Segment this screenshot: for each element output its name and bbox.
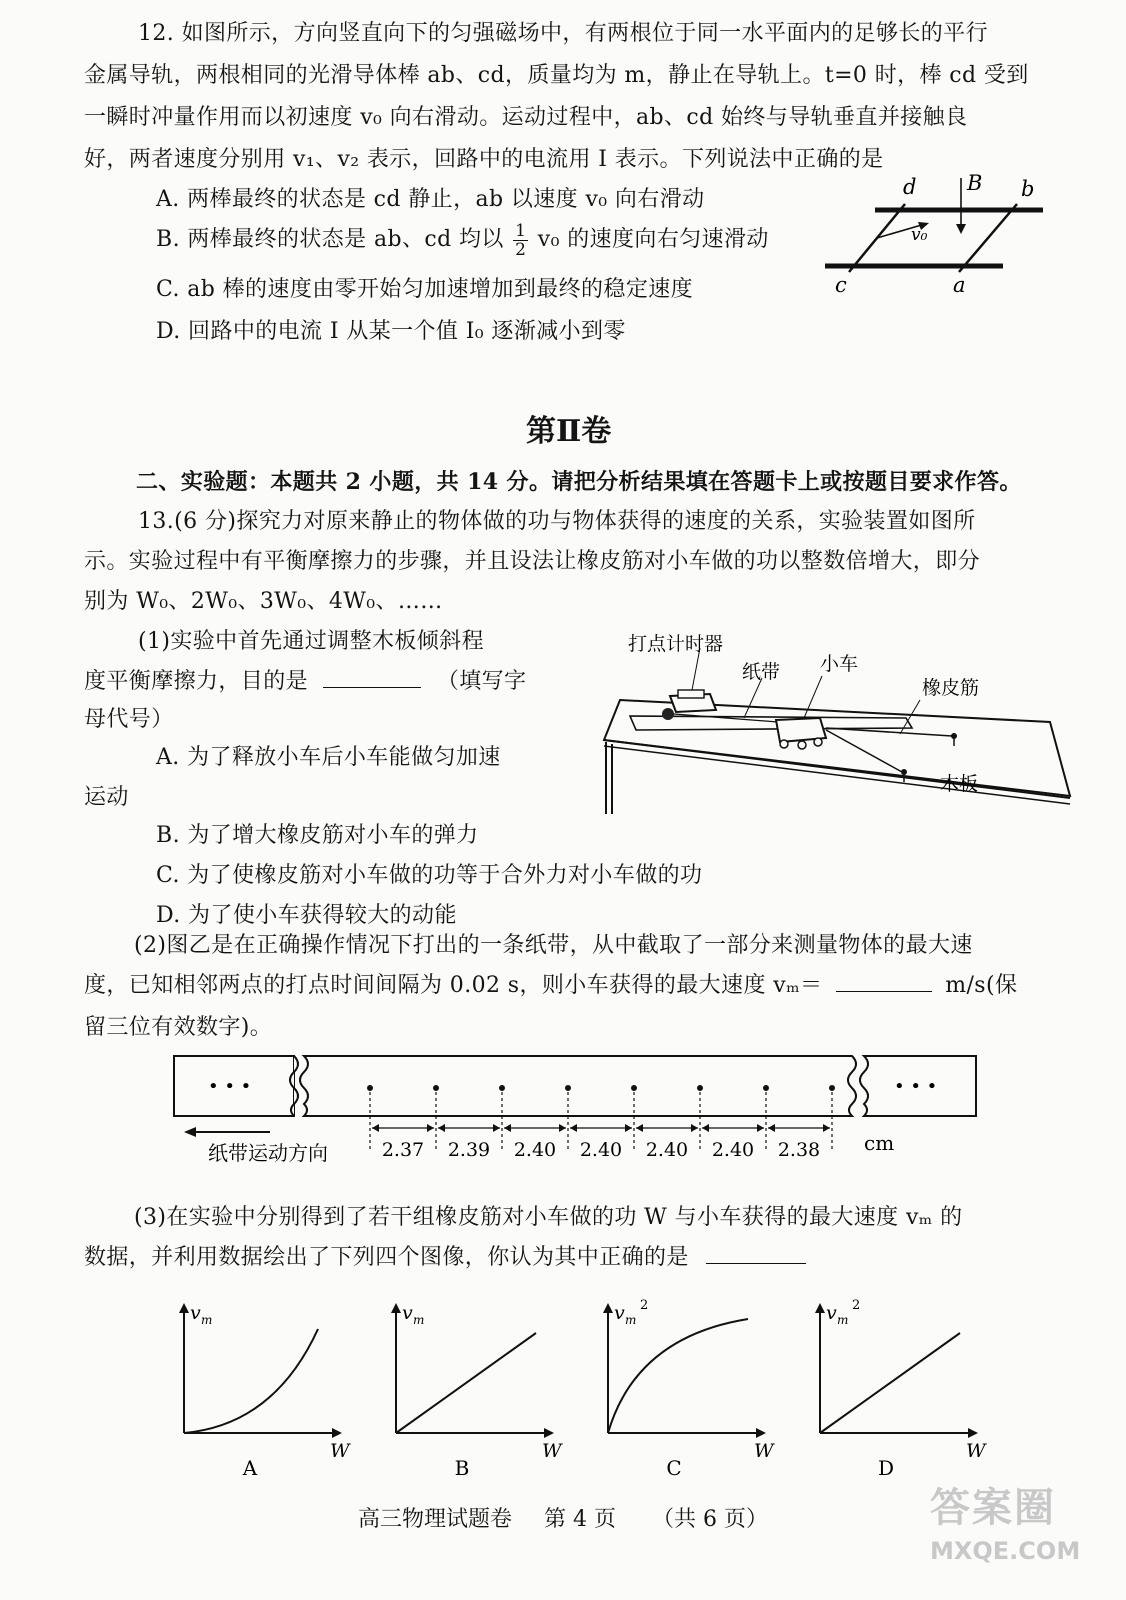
graph-y-arrowhead [603,1303,613,1313]
spacing-label: 2.37 [381,1139,425,1161]
tape-middle-piece [300,1056,856,1116]
q12-option-d: D. 回路中的电流 I 从某一个值 I₀ 逐渐减小到零 [156,319,626,344]
spacing-arrowhead [438,1124,445,1132]
graph-y-superscript: 2 [640,1298,649,1313]
label-timer: 打点计时器 [628,633,724,655]
label-band: 橡皮筋 [922,677,980,699]
magnetic-field-arrowhead [956,224,966,234]
spacing-label: 2.38 [777,1139,821,1161]
tape-unit-label: cm [864,1131,895,1155]
footer-page: 第 4 页 [544,1507,616,1532]
q13-part2-line-3: 留三位有效数字)。 [84,1015,273,1040]
tape-left-ellipsis: • • • [208,1076,252,1097]
spacing-arrowhead [768,1124,775,1132]
label-b: b [1021,177,1035,201]
graph-y-label: v [826,1302,837,1324]
q13-stem-line-1: 13.(6 分)探究力对原来静止的物体做的功与物体获得的速度的关系，实验装置如图所 [138,509,976,534]
footer-title: 高三物理试题卷 [358,1507,513,1532]
q12-option-a: A. 两棒最终的状态是 cd 静止，ab 以速度 v₀ 向右滑动 [156,187,705,212]
answer-blank-3[interactable] [706,1241,806,1264]
graph-y-subscript: m [625,1313,637,1327]
tape-dot [565,1085,571,1091]
q13-option-a-line-2: 运动 [84,785,129,810]
fraction-numerator: 1 [515,220,527,241]
tape-dot [367,1085,373,1091]
graph-x-arrowhead [756,1428,766,1438]
label-tape: 纸带 [742,661,781,683]
answer-blank-1[interactable] [323,665,421,688]
q12-option-b [156,220,769,260]
graph-curve [184,1329,318,1433]
q13-part3-line-2 [84,1238,806,1278]
spacing-label: 2.40 [579,1139,623,1161]
q12-stem-line-3: 一瞬时冲量作用而以初速度 v₀ 向右滑动。运动过程中，ab、cd 始终与导轨垂直并接触良 [84,105,968,130]
graph-y-label: v [190,1302,201,1324]
watermark-logo: 答案圈 MXQE.COM [930,1485,1081,1565]
spacing-arrowhead [427,1124,434,1132]
direction-arrowhead [184,1127,196,1137]
tape-dot [433,1085,439,1091]
spacing-label: 2.40 [711,1139,755,1161]
cart-wheel-2 [798,741,806,749]
q13-part1-line-3: 母代号） [84,707,174,732]
q12-stem-line-2: 金属导轨，两根相同的光滑导体棒 ab、cd，质量均为 m，静止在导轨上。t=0 时，棒 cd 受到 [84,63,1029,88]
spacing-arrowhead [493,1124,500,1132]
graph-x-arrowhead [968,1428,978,1438]
graph-option-label: C [666,1456,682,1480]
rod-ab [959,204,1017,272]
fraction-denominator: 2 [515,239,527,260]
q12-option-c: C. ab 棒的速度由零开始匀加速增加到最终的稳定速度 [156,277,694,302]
tape-spool [662,708,674,720]
cart-wheel-1 [780,740,788,748]
q13-option-d: D. 为了使小车获得较大的动能 [156,903,457,928]
tape-dot [829,1085,835,1091]
graph-y-subscript: m [413,1313,425,1327]
spacing-label: 2.40 [513,1139,557,1161]
label-v0: v₀ [911,225,928,245]
label-c: c [835,273,847,297]
section2-heading: 二、实验题：本题共 2 小题，共 14 分。请把分析结果填在答题卡上或按题目要求作答。 [136,469,1022,495]
q12-stem-line-1: 12. 如图所示，方向竖直向下的匀强磁场中，有两根位于同一水平面内的足够长的平行 [138,21,988,46]
graph-curve [820,1333,960,1433]
spacing-arrowhead [691,1124,698,1132]
q13-part1-line-2 [84,662,526,702]
q13-part3-line-1: (3)在实验中分别得到了若干组橡皮筋对小车做的功 W 与小车获得的最大速度 vₘ 的 [134,1205,963,1230]
graph-option-label: A [242,1456,258,1480]
q13-part1-prefix: 度平衡摩擦力，目的是 [84,669,309,694]
graph-curve [396,1333,536,1433]
q12-option-b-suffix: v₀ 的速度向右匀速滑动 [537,227,769,252]
graph-y-label: v [614,1302,625,1324]
tape-dot [697,1085,703,1091]
graph-option-label: D [877,1456,895,1480]
paper-tape-figure [170,1052,980,1172]
q13-part1-suffix: （填写字 [436,669,527,694]
label-cart: 小车 [820,653,859,675]
tape-right-ellipsis: • • • [894,1076,938,1097]
q13-option-c: C. 为了使橡皮筋对小车做的功等于合外力对小车做的功 [156,863,703,888]
cart-wheel-3 [814,738,822,746]
spacing-arrowhead [504,1124,511,1132]
graph-y-subscript: m [837,1313,849,1327]
q12-rails-figure [815,168,1055,303]
q13-stem-line-2: 示。实验过程中有平衡摩擦力的步骤，并且设法让橡皮筋对小车做的功以整数倍增大，即分 [84,549,981,574]
q13-part2-prefix: 度，已知相邻两点的打点时间间隔为 0.02 s，则小车获得的最大速度 vₘ＝ [84,973,823,998]
tape-direction-label: 纸带运动方向 [208,1141,328,1165]
q13-option-b: B. 为了增大橡皮筋对小车的弹力 [156,823,479,848]
graph-y-arrowhead [179,1303,189,1313]
apparatus-figure [590,620,1076,826]
label-B: B [967,171,983,195]
graph-y-subscript: m [201,1313,213,1327]
q12-stem-line-4: 好，两者速度分别用 v₁、v₂ 表示，回路中的电流用 I 表示。下列说法中正确的是 [84,147,884,172]
graph-curve [608,1319,748,1433]
graph-y-label: v [402,1302,413,1324]
graph-x-label: W [330,1440,350,1462]
answer-blank-2[interactable] [836,969,932,992]
section-title: 第Ⅱ卷 [526,414,612,449]
graph-y-superscript: 2 [852,1298,861,1313]
graph-x-label: W [754,1440,774,1462]
q13-part1-line-1: (1)实验中首先通过调整木板倾斜程 [138,629,484,654]
q13-part2-line-2 [84,966,1017,1006]
label-board: 木板 [940,773,979,795]
label-a: a [953,273,966,297]
spacing-arrowhead [625,1124,632,1132]
spacing-arrowhead [823,1124,830,1132]
spacing-arrowhead [702,1124,709,1132]
spacing-arrowhead [636,1124,643,1132]
tape-dot [763,1085,769,1091]
spacing-arrowhead [757,1124,764,1132]
q13-part2-suffix: m/s(保 [945,973,1018,998]
q12-option-b-prefix: B. 两棒最终的状态是 ab、cd 均以 [156,227,504,252]
q13-part2-line-1: (2)图乙是在正确操作情况下打出的一条纸带，从中截取了一部分来测量物体的最大速 [134,933,973,958]
graph-x-arrowhead [544,1428,554,1438]
footer-total: （共 6 页） [652,1507,768,1532]
label-d: d [903,175,917,199]
q13-part3-prefix: 数据，并利用数据绘出了下列四个图像，你认为其中正确的是 [84,1245,689,1270]
spacing-arrowhead [559,1124,566,1132]
graph-option-label: B [454,1456,470,1480]
graph-y-arrowhead [815,1303,825,1313]
spacing-label: 2.39 [447,1139,491,1161]
fraction-one-half [513,222,528,259]
graph-group [179,1298,987,1480]
q13-stem-line-3: 别为 W₀、2W₀、3W₀、4W₀、…… [84,589,443,614]
tape-dot [631,1085,637,1091]
footer [358,1502,768,1533]
spacing-arrowhead [372,1124,379,1132]
spacing-arrowhead [570,1124,577,1132]
tape-dot [499,1085,505,1091]
graph-x-label: W [542,1440,562,1462]
graph-y-arrowhead [391,1303,401,1313]
graphs-figure [150,1285,1010,1485]
tick-timer-top [678,690,704,698]
graph-x-arrowhead [332,1428,342,1438]
q13-option-a-line-1: A. 为了释放小车后小车能做匀加速 [156,745,501,770]
spacing-label: 2.40 [645,1139,689,1161]
graph-x-label: W [966,1440,986,1462]
